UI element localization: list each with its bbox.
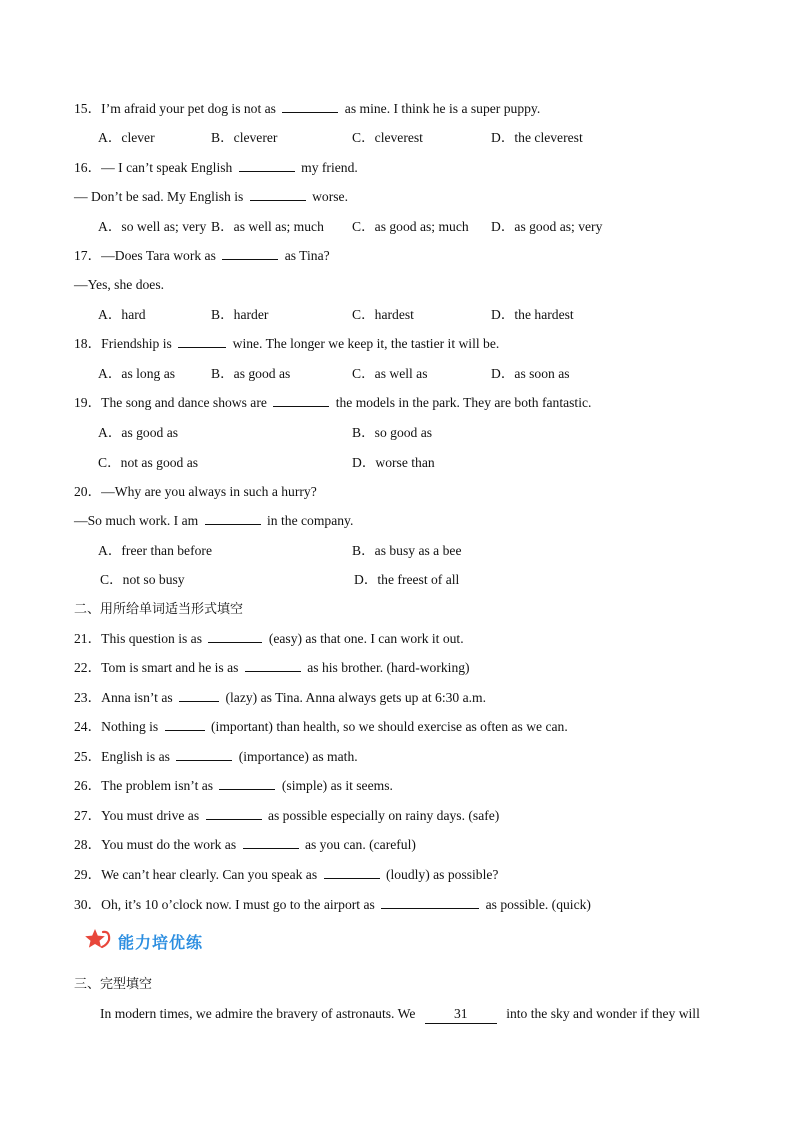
q16-option-a[interactable]: A．so well as; very [98,219,207,234]
q29-pre: 29．We can’t hear clearly. Can you speak as [74,867,318,882]
q21-pre: 21．This question is as [74,631,203,646]
q19-option-c[interactable]: C．not as good as [98,455,199,470]
q16-blank-1[interactable] [239,159,295,172]
q15-blank[interactable] [282,100,338,113]
q25-stem [74,748,358,766]
q30-blank[interactable] [381,896,479,909]
q19-stem [74,394,591,412]
q16-stem [74,159,358,177]
q17-option-d[interactable]: D．the hardest [491,307,574,322]
q19-pre: 19．The song and dance shows are [74,395,267,410]
cloze-pre: In modern times, we admire the bravery of astronauts. We [100,1006,416,1021]
banner [84,928,203,954]
q23-pre: 23．Anna isn’t as [74,690,173,705]
q17-pre: 17．—Does Tara work as [74,248,216,263]
q16-option-b[interactable]: B．as well as; much [211,219,324,234]
q20-stem [74,512,353,530]
q27-stem [74,807,499,825]
q23-stem [74,689,486,707]
q17-option-c[interactable]: C．hardest [352,307,414,322]
cloze-passage-line [100,1005,700,1024]
section-2-title: 二、用所给单词适当形式填空 [74,602,244,617]
q16-blank-2[interactable] [250,188,306,201]
cloze-blank-31-number: 31 [453,1006,468,1021]
q16-line2-post: worse. [312,189,348,204]
q16-post: my friend. [301,160,358,175]
q15-option-d[interactable]: D．the cleverest [491,130,583,145]
q25-post: (importance) as math. [238,749,358,764]
q20-post: in the company. [267,513,354,528]
q15-option-b[interactable]: B．cleverer [211,130,278,145]
q28-pre: 28．You must do the work as [74,837,237,852]
q28-blank[interactable] [243,836,299,849]
q18-post: wine. The longer we keep it, the tastier it will be. [232,336,500,351]
q26-blank[interactable] [219,777,275,790]
q27-blank[interactable] [206,807,262,820]
q26-pre: 26．The problem isn’t as [74,778,214,793]
star-icon [84,928,112,954]
q15-pre: 15．I’m afraid your pet dog is not as [74,101,276,116]
q22-stem [74,659,470,677]
q18-pre: 18．Friendship is [74,336,172,351]
q18-option-d[interactable]: D．as soon as [491,366,570,381]
q23-blank[interactable] [179,689,219,702]
q25-pre: 25．English is as [74,749,170,764]
q28-stem [74,836,416,854]
q20-option-b[interactable]: B．as busy as a bee [352,543,462,558]
q29-blank[interactable] [324,866,380,879]
q30-stem [74,896,591,914]
q17-option-a[interactable]: A．hard [98,307,146,322]
q26-stem [74,777,393,795]
q22-post: as his brother. (hard-working) [307,660,470,675]
q16-option-c[interactable]: C．as good as; much [352,219,469,234]
q16-line2 [74,188,348,206]
q30-post: as possible. (quick) [485,897,591,912]
banner-title: 能力培优练 [118,932,204,952]
q21-blank[interactable] [208,630,262,643]
cloze-post: into the sky and wonder if they will [506,1006,700,1021]
q20-line1: 20．—Why are you always in such a hurry? [74,484,317,499]
q19-option-d[interactable]: D．worse than [352,455,435,470]
q20-pre: —So much work. I am [74,513,199,528]
q18-option-a[interactable]: A．as long as [98,366,176,381]
q21-stem [74,630,464,648]
q16-pre: 16．— I can’t speak English [74,160,233,175]
q16-line2-pre: — Don’t be sad. My English is [74,189,244,204]
q22-pre: 22．Tom is smart and he is as [74,660,239,675]
q27-pre: 27．You must drive as [74,808,200,823]
q19-blank[interactable] [273,394,329,407]
q28-post: as you can. (careful) [304,837,416,852]
q20-blank[interactable] [205,512,261,525]
q24-pre: 24．Nothing is [74,719,159,734]
q19-option-a[interactable]: A．as good as [98,425,179,440]
q15-option-a[interactable]: A．clever [98,130,155,145]
q20-option-a[interactable]: A．freer than before [98,543,212,558]
q24-post: (important) than health, so we should exercise as often as we can. [211,719,568,734]
q24-blank[interactable] [165,718,205,731]
q18-option-b[interactable]: B．as good as [211,366,291,381]
q24-stem [74,718,568,736]
q25-blank[interactable] [176,748,232,761]
q15-stem [74,100,540,118]
q17-post: as Tina? [284,248,330,263]
q15-post: as mine. I think he is a super puppy. [344,101,541,116]
q18-blank[interactable] [178,335,226,348]
q18-option-c[interactable]: C．as well as [352,366,428,381]
q27-post: as possible especially on rainy days. (safe) [267,808,500,823]
q17-option-b[interactable]: B．harder [211,307,269,322]
q19-option-b[interactable]: B．so good as [352,425,433,440]
q26-post: (simple) as it seems. [281,778,393,793]
q20-option-d[interactable]: D．the freest of all [354,572,460,587]
q18-stem [74,335,499,353]
cloze-blank-31[interactable] [425,1005,497,1024]
q20-option-c[interactable]: C．not so busy [100,572,185,587]
section-3-title: 三、完型填空 [74,977,153,992]
q29-post: (loudly) as possible? [385,867,499,882]
q19-post: the models in the park. They are both fantastic. [335,395,592,410]
q16-option-d[interactable]: D．as good as; very [491,219,603,234]
q17-stem [74,247,330,265]
q15-option-c[interactable]: C．cleverest [352,130,423,145]
q30-pre: 30．Oh, it’s 10 o’clock now. I must go to the airport as [74,897,375,912]
q23-post: (lazy) as Tina. Anna always gets up at 6:30 a.m. [225,690,487,705]
q17-line2: —Yes, she does. [74,277,165,292]
q17-blank[interactable] [222,247,278,260]
q29-stem [74,866,498,884]
q22-blank[interactable] [245,659,301,672]
q21-post: (easy) as that one. I can work it out. [268,631,464,646]
